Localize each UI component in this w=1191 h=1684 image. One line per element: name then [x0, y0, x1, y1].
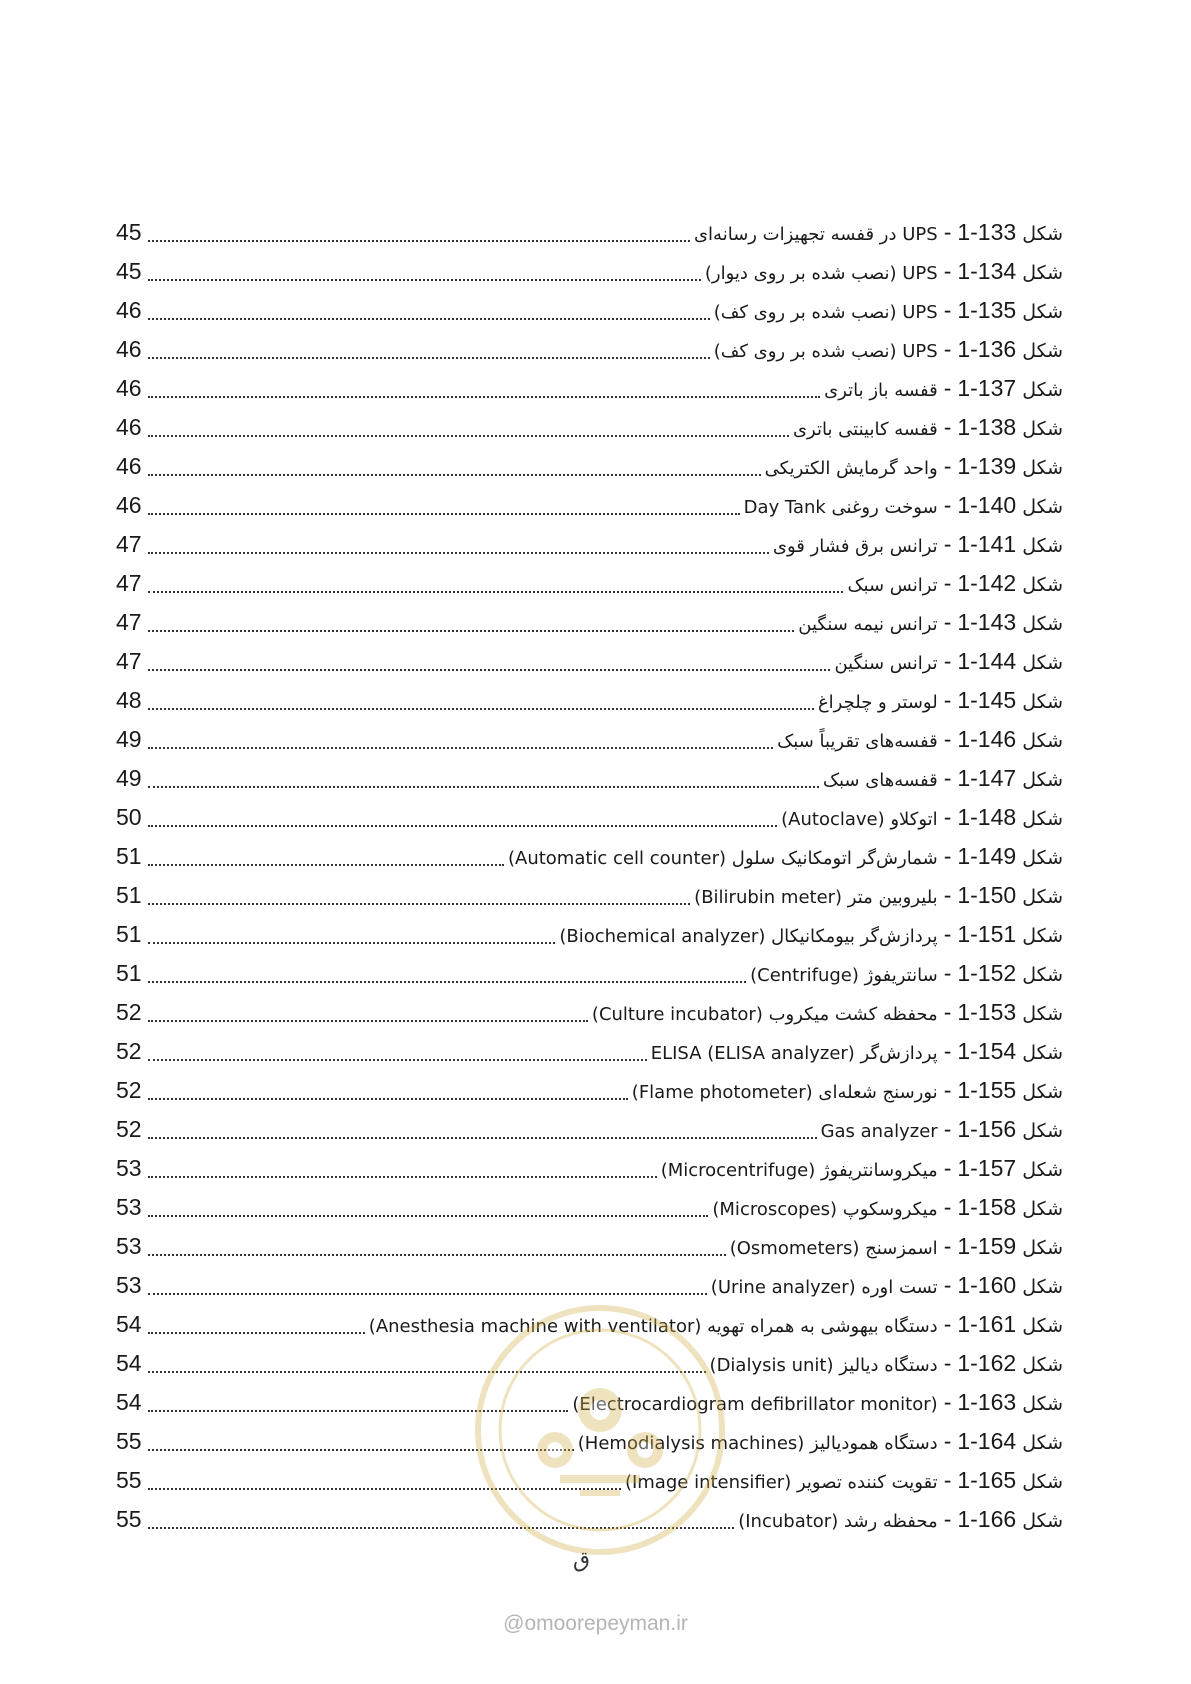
separator-dash: -: [943, 648, 952, 674]
toc-entry-caption: [744, 486, 1063, 527]
toc-entry-caption: [712, 1188, 1063, 1229]
separator-dash: -: [943, 336, 952, 362]
page-number: 49: [116, 765, 142, 791]
toc-entry-caption: [710, 1344, 1063, 1385]
page-number: 52: [116, 1038, 142, 1064]
page-number: 47: [116, 531, 142, 557]
toc-entry[interactable]: [116, 330, 1063, 369]
dot-leader: [148, 1254, 726, 1256]
figure-title: تقویت کننده تصویر (Image intensifier): [624, 1472, 938, 1493]
toc-entry[interactable]: [116, 447, 1063, 486]
dot-leader: [148, 552, 769, 554]
figure-number: 1-158: [957, 1194, 1017, 1220]
page-number: 51: [116, 921, 142, 947]
figure-number: 1-138: [957, 414, 1017, 440]
figure-title: سانتریفوژ (Centrifuge): [750, 965, 938, 986]
page-number: 53: [116, 1272, 142, 1298]
toc-entry[interactable]: [116, 525, 1063, 564]
figure-number: 1-153: [957, 999, 1017, 1025]
figure-label: شکل: [1022, 1432, 1063, 1454]
separator-dash: -: [943, 1311, 952, 1337]
toc-entry-caption: [750, 954, 1063, 995]
toc-entry-caption: [572, 1383, 1063, 1424]
separator-dash: -: [943, 765, 952, 791]
figure-number: 1-139: [957, 453, 1017, 479]
figure-label: شکل: [1022, 340, 1063, 362]
dot-leader: [148, 357, 710, 359]
figure-title: تست اوره (Urine analyzer): [710, 1277, 938, 1298]
toc-entry-caption: [508, 837, 1063, 878]
figure-title: UPS (نصب شده بر روی کف): [713, 302, 938, 323]
figure-label: شکل: [1022, 1393, 1063, 1415]
figure-label: شکل: [1022, 1042, 1063, 1064]
figure-title: پردازش‌گر بیومکانیکال (Biochemical analyzer): [559, 926, 938, 947]
toc-entry[interactable]: [116, 603, 1063, 642]
page-number: 53: [116, 1194, 142, 1220]
figure-title: دستگاه دیالیز (Dialysis unit): [709, 1355, 938, 1376]
separator-dash: -: [943, 219, 952, 245]
toc-entry-caption: [730, 1227, 1063, 1268]
figure-number: 1-157: [957, 1155, 1017, 1181]
dot-leader: [148, 1371, 706, 1373]
figure-title: دستگاه بیهوشی به همراه تهویه (Anesthesia machine with ventilator): [368, 1316, 938, 1337]
figure-label: شکل: [1022, 496, 1063, 518]
toc-entry[interactable]: [116, 1500, 1063, 1539]
separator-dash: -: [943, 1038, 952, 1064]
figure-title: قفسه‌های سبک: [822, 770, 938, 791]
figure-label: شکل: [1022, 730, 1063, 752]
figure-number: 1-142: [957, 570, 1017, 596]
separator-dash: -: [943, 258, 952, 284]
toc-entry-caption: [821, 1110, 1063, 1151]
figure-label: شکل: [1022, 1510, 1063, 1532]
separator-dash: -: [943, 1467, 952, 1493]
dot-leader: [148, 591, 843, 593]
figure-number: 1-154: [957, 1038, 1017, 1064]
toc-entry[interactable]: [116, 1032, 1063, 1071]
figure-label: شکل: [1022, 301, 1063, 323]
figure-label: شکل: [1022, 379, 1063, 401]
toc-entry[interactable]: [116, 954, 1063, 993]
figure-label: شکل: [1022, 457, 1063, 479]
dot-leader: [148, 864, 504, 866]
figure-label: شکل: [1022, 535, 1063, 557]
page-number: 51: [116, 882, 142, 908]
toc-entry[interactable]: [116, 1344, 1063, 1383]
toc-entry-caption: [714, 330, 1063, 371]
toc-entry-caption: [823, 759, 1063, 800]
dot-leader: [148, 240, 690, 242]
toc-entry[interactable]: [116, 564, 1063, 603]
figure-number: 1-137: [957, 375, 1017, 401]
toc-entry[interactable]: [116, 1188, 1063, 1227]
page-number: 55: [116, 1467, 142, 1493]
toc-entry-caption: [793, 408, 1063, 449]
figure-label: شکل: [1022, 1159, 1063, 1181]
figure-number: 1-144: [957, 648, 1017, 674]
toc-entry-caption: [824, 369, 1063, 410]
separator-dash: -: [943, 609, 952, 635]
figure-label: شکل: [1022, 613, 1063, 635]
toc-entry[interactable]: [116, 1071, 1063, 1110]
separator-dash: -: [943, 843, 952, 869]
figure-title: Gas analyzer: [820, 1121, 938, 1142]
figure-title: نورسنج شعله‌ای (Flame photometer): [631, 1082, 938, 1103]
dot-leader: [148, 825, 777, 827]
separator-dash: -: [943, 1389, 952, 1415]
toc-entry-caption: [847, 564, 1063, 605]
page-number: 54: [116, 1389, 142, 1415]
figure-label: شکل: [1022, 1354, 1063, 1376]
figure-number: 1-134: [957, 258, 1017, 284]
separator-dash: -: [943, 999, 952, 1025]
toc-entry[interactable]: [116, 252, 1063, 291]
dot-leader: [148, 981, 746, 983]
toc-entry[interactable]: [116, 486, 1063, 525]
page-number: 47: [116, 609, 142, 635]
toc-entry[interactable]: [116, 1305, 1063, 1344]
dot-leader: [148, 474, 761, 476]
toc-entry-caption: [705, 252, 1063, 293]
dot-leader: [148, 279, 701, 281]
figure-title: محفظه رشد (Incubator): [738, 1511, 938, 1532]
figure-label: شکل: [1022, 1315, 1063, 1337]
figure-number: 1-149: [957, 843, 1017, 869]
separator-dash: -: [943, 1428, 952, 1454]
toc-entry[interactable]: [116, 720, 1063, 759]
dot-leader: [148, 1020, 588, 1022]
toc-entry-caption: [694, 876, 1063, 917]
figure-title: پردازش‌گر ELISA (ELISA analyzer): [650, 1043, 938, 1064]
figure-title: قفسه‌های تقریباً سبک: [777, 731, 938, 752]
separator-dash: -: [943, 960, 952, 986]
separator-dash: -: [943, 453, 952, 479]
page-number: 55: [116, 1506, 142, 1532]
dot-leader: [148, 747, 773, 749]
figure-label: شکل: [1022, 964, 1063, 986]
toc-entry[interactable]: [116, 1266, 1063, 1305]
separator-dash: -: [943, 1077, 952, 1103]
figure-label: شکل: [1022, 691, 1063, 713]
page-number: 45: [116, 219, 142, 245]
page-number: 46: [116, 297, 142, 323]
dot-leader: [148, 942, 555, 944]
figure-label: شکل: [1022, 808, 1063, 830]
figure-number: 1-141: [957, 531, 1017, 557]
toc-entry-caption: [714, 291, 1063, 332]
separator-dash: -: [943, 414, 952, 440]
separator-dash: -: [943, 1155, 952, 1181]
dot-leader: [148, 1293, 707, 1295]
dot-leader: [148, 708, 814, 710]
figure-title: لوستر و چلچراغ: [817, 692, 938, 713]
toc-entry[interactable]: [116, 213, 1063, 252]
page-number: 46: [116, 453, 142, 479]
figure-label: شکل: [1022, 886, 1063, 908]
figure-label: شکل: [1022, 1276, 1063, 1298]
website-watermark: @omoorepeyman.ir: [503, 1612, 688, 1635]
toc-entry-caption: [651, 1032, 1063, 1073]
separator-dash: -: [943, 1350, 952, 1376]
dot-leader: [148, 1488, 621, 1490]
toc-entry[interactable]: [116, 915, 1063, 954]
dot-leader: [148, 669, 830, 671]
toc-entry-caption: [694, 213, 1063, 254]
dot-leader: [148, 1449, 574, 1451]
separator-dash: -: [943, 804, 952, 830]
figure-number: 1-151: [957, 921, 1017, 947]
dot-leader: [148, 1098, 628, 1100]
dot-leader: [148, 513, 740, 515]
figure-number: 1-164: [957, 1428, 1017, 1454]
toc-entry[interactable]: [116, 798, 1063, 837]
toc-entry-caption: [773, 525, 1063, 566]
figure-number: 1-133: [957, 219, 1017, 245]
toc-entry-caption: [834, 642, 1063, 683]
toc-entry-caption: [578, 1422, 1063, 1463]
separator-dash: -: [943, 531, 952, 557]
figure-label: شکل: [1022, 1003, 1063, 1025]
toc-entry[interactable]: [116, 1383, 1063, 1422]
dot-leader: [148, 630, 794, 632]
figure-label: شکل: [1022, 1198, 1063, 1220]
separator-dash: -: [943, 570, 952, 596]
toc-entry[interactable]: [116, 369, 1063, 408]
page-number: 53: [116, 1155, 142, 1181]
figure-number: 1-160: [957, 1272, 1017, 1298]
dot-leader: [148, 318, 710, 320]
figure-title: UPS در قفسه تجهیزات رسانه‌ای: [693, 224, 938, 245]
figure-number: 1-159: [957, 1233, 1017, 1259]
separator-dash: -: [943, 297, 952, 323]
figure-label: شکل: [1022, 847, 1063, 869]
figure-number: 1-156: [957, 1116, 1017, 1142]
dot-leader: [148, 786, 819, 788]
figure-number: 1-148: [957, 804, 1017, 830]
figure-title: UPS (نصب شده بر روی کف): [713, 341, 938, 362]
page-number: 45: [116, 258, 142, 284]
figure-label: شکل: [1022, 652, 1063, 674]
figure-title: اتوکلاو (Autoclave): [781, 809, 938, 830]
toc-entry[interactable]: [116, 993, 1063, 1032]
page-letter: ق: [573, 1548, 591, 1573]
page-number: 52: [116, 1077, 142, 1103]
separator-dash: -: [943, 1116, 952, 1142]
figure-title: محفظه کشت میکروب (Culture incubator): [591, 1004, 938, 1025]
figure-number: 1-166: [957, 1506, 1017, 1532]
toc-entry-caption: [625, 1461, 1063, 1502]
figure-title: ترانس سنگین: [834, 653, 938, 674]
separator-dash: -: [943, 726, 952, 752]
separator-dash: -: [943, 921, 952, 947]
toc-entry-caption: [592, 993, 1063, 1034]
table-of-figures: [116, 213, 1063, 1539]
figure-number: 1-147: [957, 765, 1017, 791]
page-number: 54: [116, 1350, 142, 1376]
figure-label: شکل: [1022, 1120, 1063, 1142]
page-number: 55: [116, 1428, 142, 1454]
figure-label: شکل: [1022, 1237, 1063, 1259]
toc-entry[interactable]: [116, 759, 1063, 798]
toc-entry-caption: [369, 1305, 1063, 1346]
page-number: 51: [116, 843, 142, 869]
figure-title: شمارش‌گر اتومکانیک سلول (Automatic cell counter): [507, 848, 938, 869]
page-number: 54: [116, 1311, 142, 1337]
figure-title: سوخت روغنی Day Tank: [743, 497, 938, 518]
figure-title: واحد گرمایش الکتریکی: [764, 458, 938, 479]
toc-entry[interactable]: [116, 837, 1063, 876]
separator-dash: -: [943, 687, 952, 713]
page-number: 51: [116, 960, 142, 986]
toc-entry[interactable]: [116, 1149, 1063, 1188]
toc-entry-caption: [738, 1500, 1063, 1541]
figure-label: شکل: [1022, 1081, 1063, 1103]
figure-number: 1-163: [957, 1389, 1017, 1415]
figure-label: شکل: [1022, 418, 1063, 440]
figure-title: دستگاه همودیالیز (Hemodialysis machines): [577, 1433, 938, 1454]
dot-leader: [148, 1215, 708, 1217]
page-number: 46: [116, 336, 142, 362]
page-number: 46: [116, 492, 142, 518]
separator-dash: -: [943, 1233, 952, 1259]
figure-title: ترانس برق فشار قوی: [772, 536, 938, 557]
toc-entry[interactable]: [116, 1227, 1063, 1266]
dot-leader: [148, 1527, 734, 1529]
toc-entry[interactable]: [116, 1461, 1063, 1500]
dot-leader: [148, 435, 789, 437]
toc-entry-caption: [818, 681, 1063, 722]
figure-number: 1-162: [957, 1350, 1017, 1376]
toc-entry-caption: [661, 1149, 1063, 1190]
figure-title: بلیروبین متر (Bilirubin meter): [694, 887, 938, 908]
figure-title: ترانس نیمه سنگین: [798, 614, 938, 635]
toc-entry[interactable]: [116, 876, 1063, 915]
figure-label: شکل: [1022, 574, 1063, 596]
page-number: 53: [116, 1233, 142, 1259]
toc-entry-caption: [559, 915, 1063, 956]
dot-leader: [148, 396, 820, 398]
toc-entry-caption: [798, 603, 1063, 644]
toc-entry[interactable]: [116, 1110, 1063, 1149]
separator-dash: -: [943, 1506, 952, 1532]
page-number: 46: [116, 375, 142, 401]
separator-dash: -: [943, 492, 952, 518]
separator-dash: -: [943, 882, 952, 908]
figure-number: 1-150: [957, 882, 1017, 908]
separator-dash: -: [943, 1272, 952, 1298]
dot-leader: [148, 903, 690, 905]
figure-label: شکل: [1022, 769, 1063, 791]
figure-title: قفسه کابینتی باتری: [792, 419, 938, 440]
toc-entry-caption: [777, 720, 1063, 761]
toc-entry-caption: [765, 447, 1063, 488]
toc-entry[interactable]: [116, 408, 1063, 447]
figure-number: 1-145: [957, 687, 1017, 713]
figure-title: ترانس سبک: [847, 575, 938, 596]
dot-leader: [148, 1410, 568, 1412]
page-number: 50: [116, 804, 142, 830]
figure-number: 1-165: [957, 1467, 1017, 1493]
figure-title: قفسه باز باتری: [824, 380, 938, 401]
figure-number: 1-140: [957, 492, 1017, 518]
figure-number: 1-136: [957, 336, 1017, 362]
page-number: 52: [116, 1116, 142, 1142]
figure-title: میکروسانتریفوژ (Microcentrifuge): [660, 1160, 938, 1181]
toc-entry-caption: [781, 798, 1063, 839]
dot-leader: [148, 1332, 365, 1334]
figure-number: 1-155: [957, 1077, 1017, 1103]
figure-title: میکروسکوپ (Microscopes): [712, 1199, 938, 1220]
toc-entry[interactable]: [116, 291, 1063, 330]
figure-label: شکل: [1022, 262, 1063, 284]
dot-leader: [148, 1059, 647, 1061]
toc-entry-caption: [632, 1071, 1063, 1112]
page-number: 49: [116, 726, 142, 752]
toc-entry[interactable]: [116, 1422, 1063, 1461]
toc-entry-caption: [711, 1266, 1063, 1307]
page-number: 52: [116, 999, 142, 1025]
dot-leader: [148, 1176, 657, 1178]
dot-leader: [148, 1137, 817, 1139]
figure-number: 1-135: [957, 297, 1017, 323]
page-number: 46: [116, 414, 142, 440]
toc-entry[interactable]: [116, 642, 1063, 681]
separator-dash: -: [943, 1194, 952, 1220]
figure-label: شکل: [1022, 1471, 1063, 1493]
figure-title: اسمزسنج (Osmometers): [729, 1238, 938, 1259]
figure-label: شکل: [1022, 223, 1063, 245]
toc-entry[interactable]: [116, 681, 1063, 720]
page-number: 47: [116, 570, 142, 596]
page-number: 47: [116, 648, 142, 674]
figure-label: شکل: [1022, 925, 1063, 947]
figure-number: 1-143: [957, 609, 1017, 635]
separator-dash: -: [943, 375, 952, 401]
figure-title: (Electrocardiogram defibrillator monitor): [572, 1394, 938, 1415]
figure-title: UPS (نصب شده بر روی دیوار): [704, 263, 938, 284]
figure-number: 1-161: [957, 1311, 1017, 1337]
figure-number: 1-146: [957, 726, 1017, 752]
figure-number: 1-152: [957, 960, 1017, 986]
page-number: 48: [116, 687, 142, 713]
